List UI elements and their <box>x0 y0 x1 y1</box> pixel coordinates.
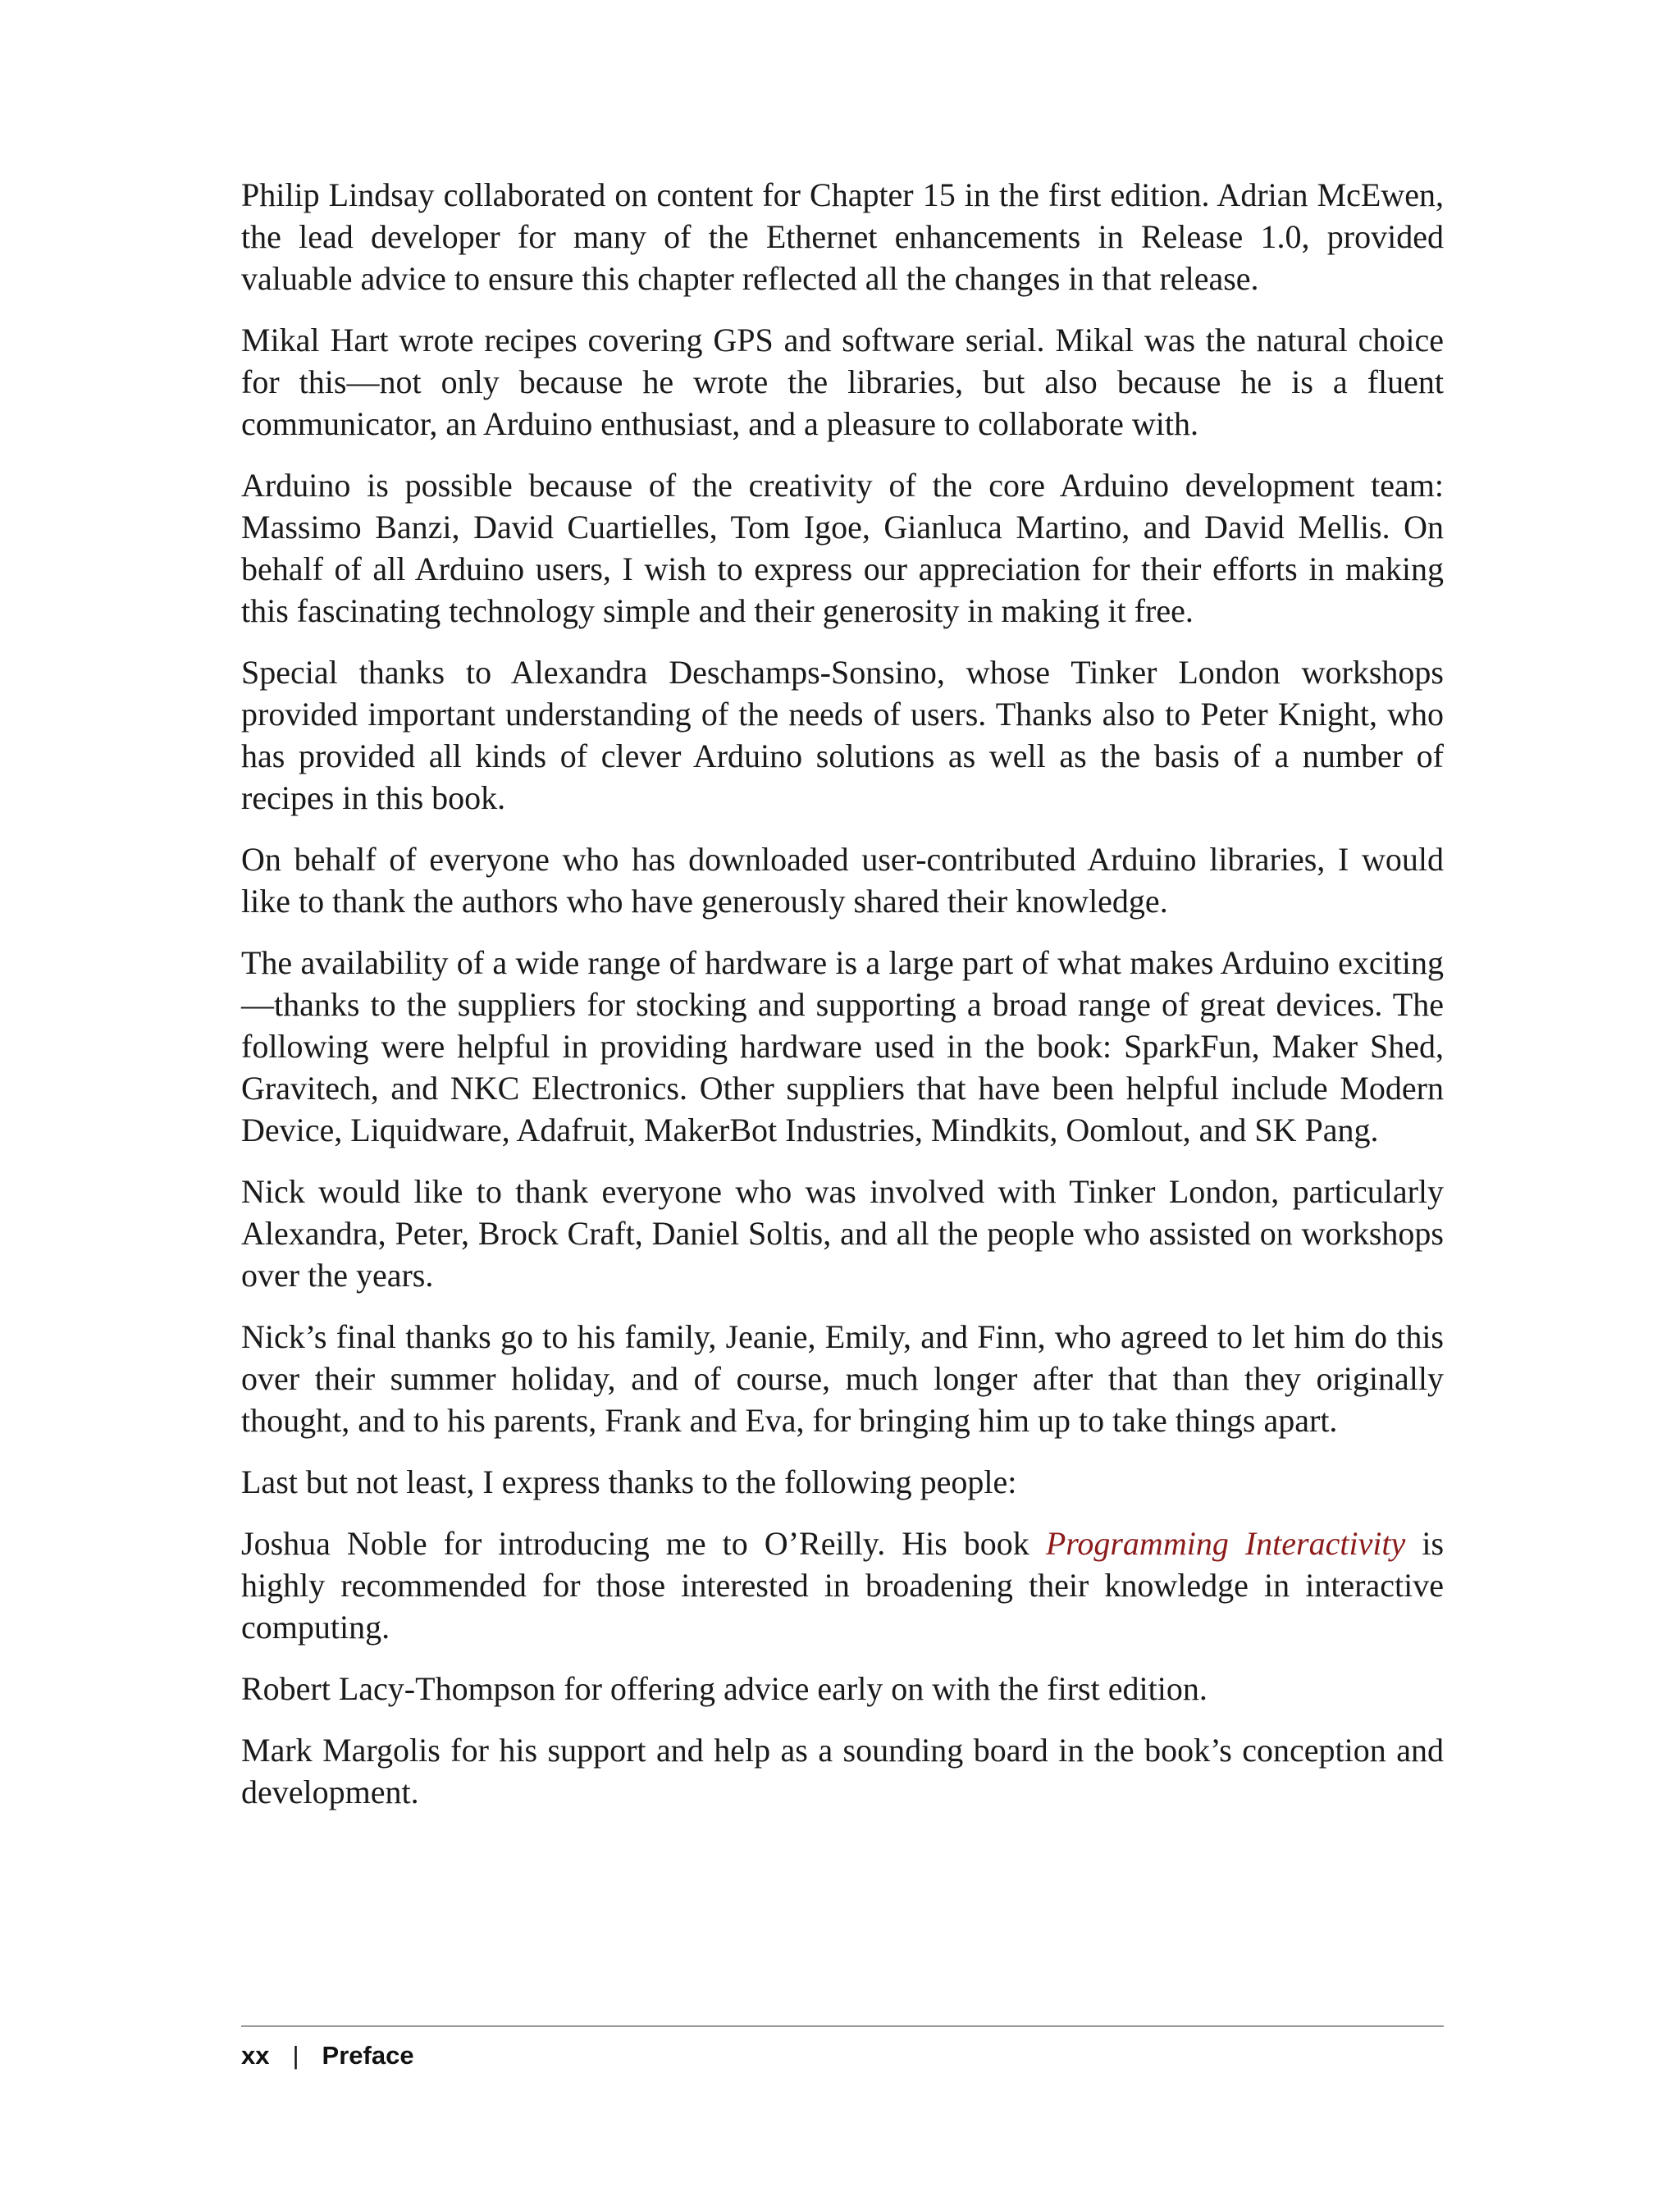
paragraph-family: Nick’s final thanks go to his family, Jeanie, Emily, and Finn, who agreed to let him do this over their summer holiday, and of course, much longer after that than they originally thought, and to his parents, Frank and Eva, for bringing him up to take things apart. <box>241 1318 1444 1439</box>
paragraph-core-team: Arduino is possible because of the creativity of the core Arduino development team: Massimo Banzi, David Cuartielles, Tom Igoe, Gianluca Martino, and David Mellis. On behalf of all Arduino users, I wish to express our appreciation for their efforts in making this fascinating technology simple and their generosity in making it free. <box>241 467 1444 629</box>
paragraph-noble <box>241 1522 1444 1648</box>
paragraph-lacy-thompson: Robert Lacy-Thompson for offering advice early on with the first edition. <box>241 1670 1208 1707</box>
section-title: Preface <box>322 2041 414 2070</box>
paragraph-margolis: Mark Margolis for his support and help as a sounding board in the book’s conception and development. <box>241 1732 1444 1810</box>
paragraph-special-thanks: Special thanks to Alexandra Deschamps-Sonsino, whose Tinker London workshops provided important understanding of the needs of users. Thanks also to Peter Knight, who has provided all kinds of clever Arduino solutions as well as the basis of a number of recipes in this book. <box>241 654 1444 816</box>
paragraph-last: Last but not least, I express thanks to the following people: <box>241 1463 1017 1500</box>
paragraph-hardware: The availability of a wide range of hardware is a large part of what makes Arduino exciting—thanks to the suppliers for stocking and supporting a broad range of great devices. The following were helpful in providing hardware used in the book: SparkFun, Maker Shed, Gravitech, and NKC Electronics. Other suppliers that have been helpful include Modern Device, Liquidware, Adafruit, MakerBot Industries, Mindkits, Oomlout, and SK Pang. <box>241 944 1444 1148</box>
paragraph-tinker-london: Nick would like to thank everyone who was involved with Tinker London, particularly Alexandra, Peter, Brock Craft, Daniel Soltis, and all the people who assisted on workshops over the years. <box>241 1173 1444 1294</box>
paragraph-lindsay: Philip Lindsay collaborated on content for Chapter 15 in the first edition. Adrian McEwen, the lead developer for many of the Ethernet enhancements in Release 1.0, provided valuable advice to ensure this chapter reflected all the changes in that release. <box>241 176 1444 297</box>
paragraph-libraries: On behalf of everyone who has downloaded user-contributed Arduino libraries, I would like to thank the authors who have generously shared their knowledge. <box>241 841 1444 920</box>
book-link-programming-interactivity[interactable]: Programming Interactivity <box>1045 1525 1406 1562</box>
noble-text-after: is highly recommended for those interested in broadening their knowledge in interactive computing. <box>241 1525 1445 1646</box>
body-text <box>241 174 1444 1833</box>
footer-rule <box>241 2025 1444 2027</box>
noble-text-before: Joshua Noble for introducing me to O’Reilly. His book <box>241 1525 1046 1562</box>
page-number: xx <box>241 2041 270 2070</box>
page-footer <box>241 2039 414 2072</box>
paragraph-hart: Mikal Hart wrote recipes covering GPS and software serial. Mikal was the natural choice for this—not only because he wrote the libraries, but also because he is a fluent communicator, an Arduino enthusiast, and a pleasure to collaborate with. <box>241 322 1444 442</box>
footer-separator: | <box>292 2041 299 2070</box>
